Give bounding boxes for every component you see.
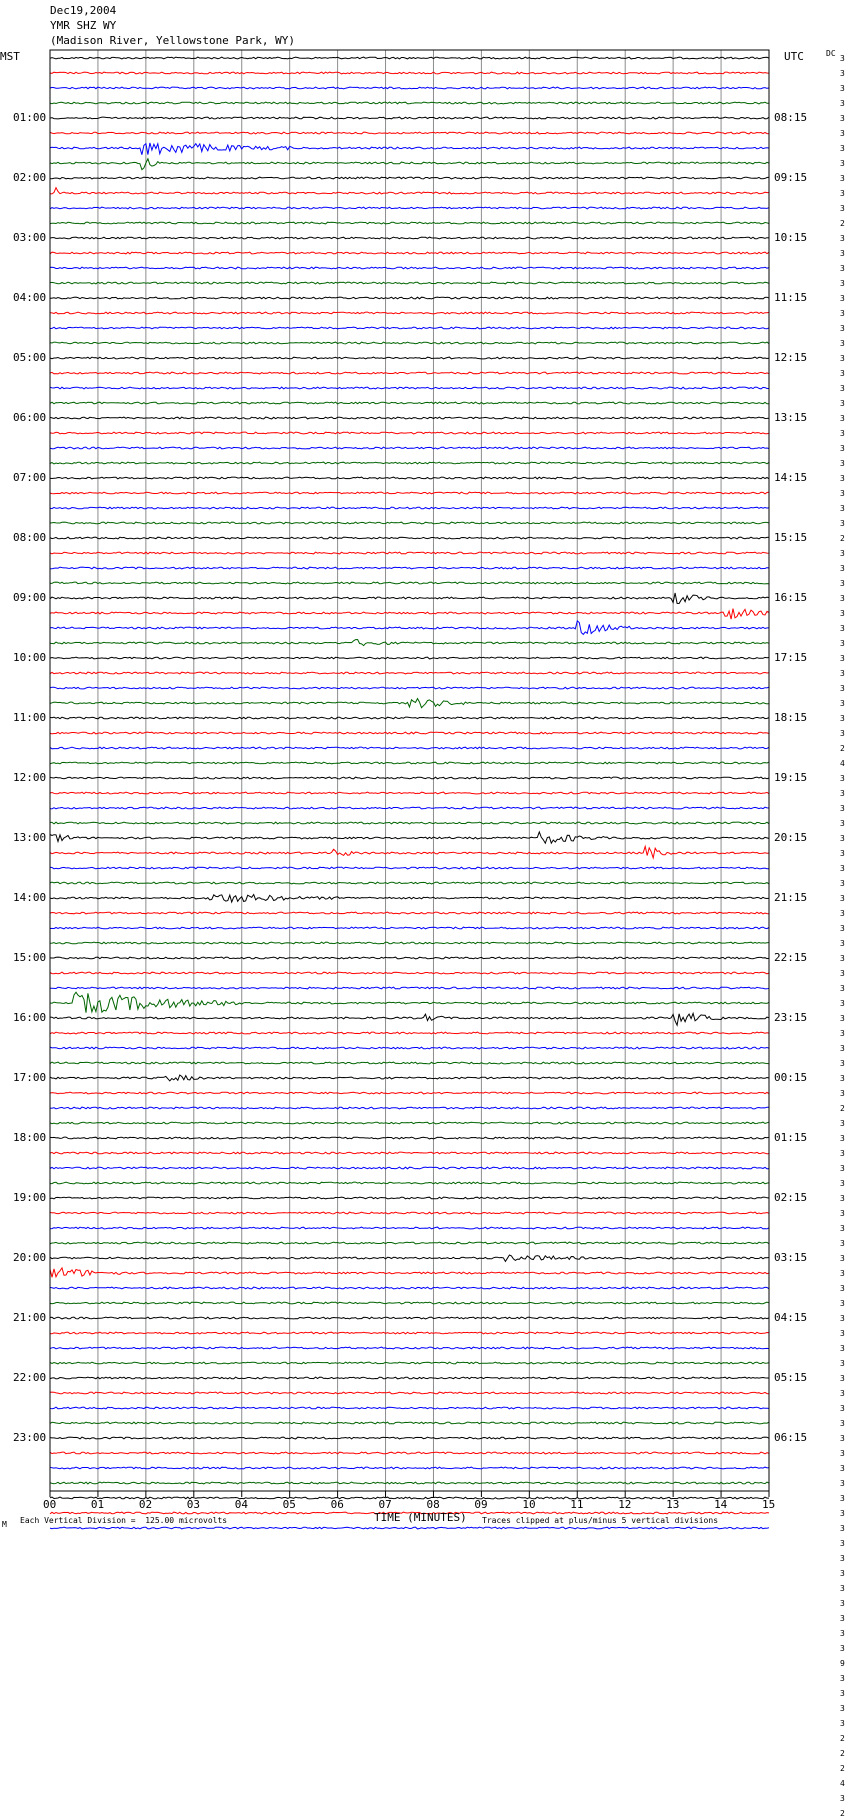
right-hour-label: 19:15 [774,771,808,784]
right-hour-label: 03:15 [774,1251,808,1264]
seismic-trace [50,672,769,674]
dc-offset: 3 [840,984,845,993]
dc-offset: 3 [840,579,845,588]
seismic-trace [50,593,769,604]
seismic-trace [50,102,769,104]
left-hour-label: 21:00 [13,1311,47,1324]
x-tick-label: 06 [330,1498,344,1511]
left-hour-label: 07:00 [13,471,47,484]
left-hour-label: 06:00 [13,411,47,424]
right-hour-label: 21:15 [774,891,808,904]
seismic-trace [50,327,769,329]
dc-offset: 3 [840,1404,845,1413]
dc-offset: 2 [840,1104,845,1113]
seismic-trace [50,57,769,59]
seismic-trace [50,357,769,359]
dc-offset: 3 [840,1014,845,1023]
dc-offset: 9 [840,1659,845,1668]
seismic-trace [50,252,769,254]
dc-offset: 3 [840,1209,845,1218]
dc-offset: 3 [840,444,845,453]
dc-offset: 3 [840,1239,845,1248]
seismic-trace [50,537,769,539]
dc-offset: 2 [840,1764,845,1773]
seismic-trace [50,927,769,929]
seismic-trace [50,177,769,179]
seismic-trace [50,188,769,194]
right-hour-label: 04:15 [774,1311,808,1324]
x-axis-ticks [50,1491,769,1497]
seismic-trace [50,1137,769,1139]
left-hour-label: 23:00 [13,1431,47,1444]
seismic-trace [50,117,769,119]
dc-offset: 3 [840,1149,845,1158]
left-hour-label: 18:00 [13,1131,47,1144]
dc-offset: 3 [840,1284,845,1293]
dc-offset: 3 [840,1479,845,1488]
left-hour-label: 03:00 [13,231,47,244]
seismic-trace [50,1212,769,1214]
dc-offset: 3 [840,1644,845,1653]
seismic-trace [50,972,769,974]
dc-offset: 3 [840,1689,845,1698]
dc-offset: 3 [840,729,845,738]
seismic-trace [50,1392,769,1394]
dc-offset: 3 [840,1629,845,1638]
dc-offset: 2 [840,744,845,753]
seismic-trace [50,72,769,74]
seismic-trace [50,822,769,824]
seismic-trace [50,522,769,524]
dc-offset: 3 [840,1314,845,1323]
seismic-trace [50,1437,769,1439]
seismic-trace [50,882,769,884]
right-hour-label: 20:15 [774,831,808,844]
seismic-trace [50,282,769,284]
dc-offset: 3 [840,549,845,558]
dc-offset: 3 [840,1569,845,1578]
dc-offset: 3 [840,84,845,93]
right-hour-label: 14:15 [774,471,808,484]
seismic-trace [50,1152,769,1154]
dc-offset: 3 [840,804,845,813]
dc-offset: 3 [840,279,845,288]
seismic-trace [50,207,769,209]
seismic-trace [50,1242,769,1244]
right-hour-label: 00:15 [774,1071,808,1084]
dc-offset: 3 [840,864,845,873]
dc-offset: 3 [840,909,845,918]
seismic-trace [50,621,769,635]
dc-offset: 3 [840,924,845,933]
seismic-trace [50,567,769,569]
dc-offset: 3 [840,999,845,1008]
seismic-trace [50,1062,769,1064]
seismic-trace [50,1182,769,1184]
seismic-trace [50,717,769,719]
dc-offset: 3 [840,879,845,888]
seismic-trace [50,1317,769,1319]
right-hour-label: 22:15 [774,951,808,964]
dc-offset: 3 [840,1299,845,1308]
seismic-trace [50,732,769,734]
left-hour-label: 20:00 [13,1251,47,1264]
dc-offset: 3 [840,834,845,843]
x-tick-label: 10 [522,1498,536,1511]
dc-offset: 3 [840,99,845,108]
dc-offset: 3 [840,609,845,618]
dc-offset: 3 [840,414,845,423]
seismic-trace [50,687,769,689]
right-hour-label: 12:15 [774,351,808,364]
dc-offset: 3 [840,1464,845,1473]
dc-offset: 3 [840,1389,845,1398]
dc-offset: 3 [840,939,845,948]
seismic-trace [50,1452,769,1454]
dc-offset: 3 [840,1344,845,1353]
x-tick-label: 09 [474,1498,488,1511]
seismic-trace [50,1107,769,1109]
seismic-trace [50,582,769,584]
seismic-trace [50,792,769,794]
seismic-trace [50,942,769,944]
dc-offset: 3 [840,639,845,648]
left-hour-label: 09:00 [13,591,47,604]
dc-offset: 2 [840,1809,845,1818]
right-timezone-label: UTC [784,50,804,63]
x-tick-label: 01 [90,1498,105,1511]
seismic-trace [50,492,769,494]
right-hour-label: 11:15 [774,291,808,304]
dc-offset: 3 [840,1539,845,1548]
seismic-trace [50,1047,769,1049]
dc-offset: 3 [840,1794,845,1803]
station-location: (Madison River, Yellowstone Park, WY) [50,34,296,47]
dc-offset: 3 [840,459,845,468]
dc-offset: 3 [840,1554,845,1563]
seismic-trace [50,297,769,299]
corner-mark: M [2,1520,7,1529]
seismic-trace [50,462,769,464]
seismic-trace [50,1013,769,1025]
dc-offset: 3 [840,894,845,903]
seismic-trace [50,1347,769,1349]
dc-offset: 3 [840,69,845,78]
seismic-trace [50,762,769,764]
left-hour-label: 08:00 [13,531,47,544]
dc-offset: 3 [840,564,845,573]
right-hour-label: 17:15 [774,651,808,664]
dc-offset: 3 [840,309,845,318]
dc-offset: 3 [840,429,845,438]
seismic-trace [50,1122,769,1124]
right-hour-label: 09:15 [774,171,808,184]
seismic-trace [50,699,769,708]
seismic-trace [50,1362,769,1364]
x-tick-label: 04 [234,1498,248,1511]
seismic-trace [50,1482,769,1484]
dc-offset: 3 [840,234,845,243]
seismic-trace [50,640,769,646]
dc-offset: 3 [840,204,845,213]
seismic-trace [50,1302,769,1304]
dc-offset: 3 [840,594,845,603]
seismic-trace [50,1075,769,1081]
dc-offset: 3 [840,264,845,273]
seismic-trace [50,747,769,749]
dc-offset: 3 [840,249,845,258]
dc-offset: 3 [840,294,845,303]
dc-offset: 3 [840,1359,845,1368]
right-hour-label: 01:15 [774,1131,808,1144]
seismic-trace [50,895,769,903]
seismic-trace [50,1268,769,1277]
seismic-trace [50,1332,769,1334]
dc-offset: 3 [840,504,845,513]
seismic-trace [50,807,769,809]
dc-offset: 2 [840,219,845,228]
seismic-trace [50,1227,769,1229]
seismic-trace [50,832,769,843]
dc-offset: 3 [840,789,845,798]
dc-offset: 3 [840,684,845,693]
x-tick-label: 11 [570,1498,584,1511]
dc-offset: 3 [840,1134,845,1143]
seismic-trace [50,987,769,989]
dc-offset: 3 [840,1434,845,1443]
clip-note: Traces clipped at plus/minus 5 vertical divisions [482,1516,719,1525]
seismic-trace [50,912,769,914]
seismic-trace [50,417,769,419]
right-hour-label: 06:15 [774,1431,808,1444]
right-hour-label: 15:15 [774,531,808,544]
seismic-traces [50,57,769,1534]
x-tick-label: 13 [666,1498,680,1511]
seismic-trace [50,1407,769,1409]
dc-offset: 3 [840,54,845,63]
seismic-trace [50,222,769,224]
left-hour-label: 05:00 [13,351,47,364]
seismic-trace [50,657,769,659]
dc-offset: 3 [840,1494,845,1503]
dc-offset: 3 [840,699,845,708]
dc-offset: 3 [840,114,845,123]
seismic-trace [50,1032,769,1034]
seismic-trace [50,1527,769,1529]
dc-offset: 3 [840,1374,845,1383]
left-hour-label: 04:00 [13,291,47,304]
seismic-trace [50,992,769,1013]
dc-offset: 3 [840,369,845,378]
dc-offset: 3 [840,1614,845,1623]
seismic-trace [50,372,769,374]
right-hour-label: 13:15 [774,411,808,424]
dc-offset: 3 [840,1269,845,1278]
seismic-trace [50,552,769,554]
seismic-trace [50,1197,769,1199]
x-tick-label: 15 [762,1498,776,1511]
seismic-trace [50,1287,769,1289]
right-hour-label: 18:15 [774,711,808,724]
dc-offset: 3 [840,174,845,183]
seismic-trace [50,447,769,449]
dc-offset: 3 [840,489,845,498]
dc-offset: 3 [840,354,845,363]
plot-frame [50,50,769,1491]
left-hour-label: 19:00 [13,1191,47,1204]
dc-offset: 3 [840,144,845,153]
dc-offset: 3 [840,1674,845,1683]
right-hour-label: 02:15 [774,1191,808,1204]
x-tick-label: 03 [186,1498,201,1511]
dc-offset: 3 [840,1584,845,1593]
seismic-trace [50,846,769,858]
left-hour-label: 15:00 [13,951,47,964]
seismic-trace [50,477,769,479]
dc-offset: 4 [840,759,845,768]
dc-offset: 3 [840,774,845,783]
seismic-trace [50,867,769,869]
dc-offset: 3 [840,324,845,333]
dc-offset: 3 [840,624,845,633]
dc-offset: 3 [840,399,845,408]
dc-offset: 3 [840,1599,845,1608]
dc-offset: 3 [840,819,845,828]
seismic-trace [50,132,769,134]
seismic-trace [50,387,769,389]
seismic-trace [50,1467,769,1469]
dc-offset: 3 [840,1719,845,1728]
right-hour-label: 08:15 [774,111,808,124]
dc-offset: 3 [840,339,845,348]
seismic-trace [50,777,769,779]
dc-offset: 3 [840,1029,845,1038]
seismic-trace [50,87,769,89]
seismic-trace [50,143,769,155]
left-hour-label: 12:00 [13,771,47,784]
dc-offset: 3 [840,1074,845,1083]
dc-offset: 3 [840,714,845,723]
dc-offset: 3 [840,1524,845,1533]
left-hour-label: 22:00 [13,1371,47,1384]
dc-offset: 4 [840,1779,845,1788]
plot-date: Dec19,2004 [50,4,117,17]
seismic-trace [50,1255,769,1261]
dc-offset: 3 [840,849,845,858]
left-hour-label: 02:00 [13,171,47,184]
seismic-trace [50,402,769,404]
dc-offset: 3 [840,1194,845,1203]
left-hour-label: 14:00 [13,891,47,904]
x-tick-label: 05 [282,1498,296,1511]
x-axis-title: TIME (MINUTES) [374,1511,467,1524]
x-tick-label: 14 [714,1498,728,1511]
seismic-trace [50,342,769,344]
dc-offset: 3 [840,1329,845,1338]
seismic-trace [50,957,769,959]
left-hour-label: 13:00 [13,831,47,844]
dc-offset: 3 [840,474,845,483]
x-tick-label: 07 [378,1498,392,1511]
x-tick-label: 02 [138,1498,153,1511]
dc-offset: 3 [840,129,845,138]
seismic-trace [50,432,769,434]
seismic-trace [50,1422,769,1424]
dc-offset: 3 [840,1704,845,1713]
seismic-trace [50,237,769,239]
seismic-trace [50,312,769,314]
dc-offset: 3 [840,1224,845,1233]
dc-offset: 3 [840,1179,845,1188]
dc-offset: 3 [840,1089,845,1098]
dc-offset: 3 [840,1419,845,1428]
x-tick-label: 12 [618,1498,632,1511]
right-hour-label: 16:15 [774,591,808,604]
dc-offset: 2 [840,1749,845,1758]
dc-offset: 3 [840,969,845,978]
dc-offset: 3 [840,159,845,168]
dc-offset: 3 [840,669,845,678]
left-timezone-label: MST [0,50,20,63]
dc-offset: 3 [840,519,845,528]
right-hour-label: 05:15 [774,1371,808,1384]
seismic-trace [50,1092,769,1094]
left-hour-label: 10:00 [13,651,47,664]
dc-offset: 3 [840,1044,845,1053]
dc-offset: 3 [840,1059,845,1068]
dc-header: DC [826,49,836,58]
x-tick-label: 00 [43,1498,57,1511]
seismic-trace [50,159,769,170]
dc-offset: 3 [840,189,845,198]
dc-offset: 2 [840,534,845,543]
dc-offset: 3 [840,384,845,393]
seismic-trace [50,1377,769,1379]
right-hour-label: 10:15 [774,231,808,244]
seismic-trace [50,609,769,620]
station-code: YMR SHZ WY [50,19,117,32]
left-hour-label: 01:00 [13,111,47,124]
right-hour-label: 23:15 [774,1011,808,1024]
seismic-trace [50,267,769,269]
dc-offset: 3 [840,654,845,663]
dc-offset: 3 [840,1164,845,1173]
seismic-trace [50,1167,769,1169]
dc-offset: 3 [840,954,845,963]
left-hour-label: 17:00 [13,1071,47,1084]
left-hour-label: 16:00 [13,1011,47,1024]
dc-offset: 2 [840,1734,845,1743]
dc-offset: 3 [840,1509,845,1518]
seismic-trace [50,1497,769,1499]
scale-note: Each Vertical Division = 125.00 microvolts [20,1516,228,1525]
dc-offset: 3 [840,1119,845,1128]
dc-offset: 3 [840,1254,845,1263]
seismic-trace [50,507,769,509]
minute-gridlines [98,50,721,1491]
dc-offset: 3 [840,1449,845,1458]
x-tick-label: 08 [426,1498,440,1511]
left-hour-label: 11:00 [13,711,47,724]
